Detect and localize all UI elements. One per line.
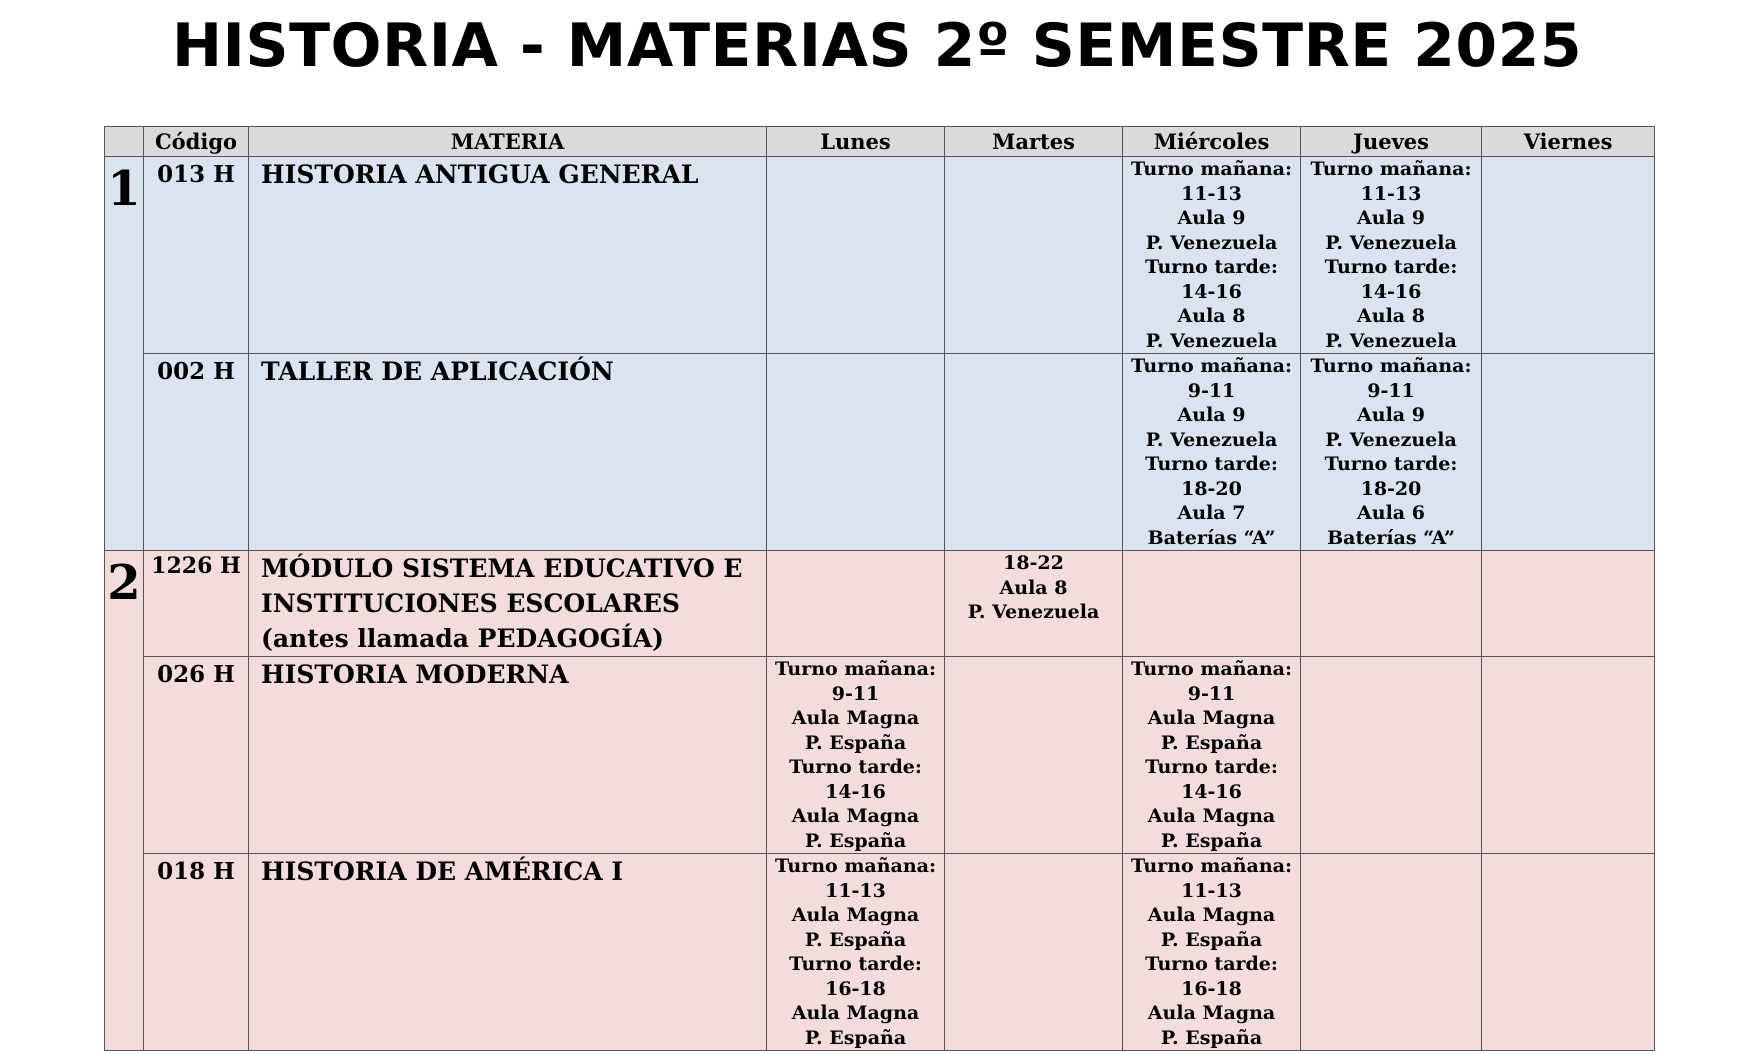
subject-name: MÓDULO SISTEMA EDUCATIVO E INSTITUCIONES ESCOLARES (antes llamada PEDAGOGÍA) (249, 551, 767, 657)
schedule-cell-monday: Turno mañana: 9-11 Aula Magna P. España Turno tarde: 14-16 Aula Magna P. España (767, 657, 945, 854)
schedule-cell-thursday: Turno mañana: 11-13 Aula 9 P. Venezuela Turno tarde: 14-16 Aula 8 P. Venezuela (1301, 157, 1482, 354)
subject-name: HISTORIA ANTIGUA GENERAL (249, 157, 767, 354)
schedule-cell-thursday (1301, 551, 1482, 657)
table-row (105, 354, 1655, 551)
header-subject: MATERIA (249, 127, 767, 157)
header-day-tuesday: Martes (945, 127, 1123, 157)
year-label: 1 (105, 157, 144, 551)
subject-code: 1226 H (144, 551, 249, 657)
subject-code: 018 H (144, 854, 249, 1051)
header-day-thursday: Jueves (1301, 127, 1482, 157)
subject-code: 002 H (144, 354, 249, 551)
schedule-cell-tuesday (945, 157, 1123, 354)
schedule-table (104, 126, 1655, 1051)
schedule-cell-thursday (1301, 657, 1482, 854)
schedule-cell-friday (1482, 354, 1655, 551)
page-title: HISTORIA - MATERIAS 2º SEMESTRE 2025 (171, 11, 1583, 81)
schedule-cell-friday (1482, 854, 1655, 1051)
schedule-cell-monday (767, 157, 945, 354)
header-year (105, 127, 144, 157)
year-label: 2 (105, 551, 144, 1051)
header-day-wednesday: Miércoles (1123, 127, 1301, 157)
schedule-cell-wednesday (1123, 551, 1301, 657)
schedule-cell-friday (1482, 657, 1655, 854)
schedule-cell-wednesday: Turno mañana: 11-13 Aula 9 P. Venezuela Turno tarde: 14-16 Aula 8 P. Venezuela (1123, 157, 1301, 354)
schedule-cell-friday (1482, 551, 1655, 657)
subject-name: HISTORIA MODERNA (249, 657, 767, 854)
schedule-cell-thursday: Turno mañana: 9-11 Aula 9 P. Venezuela Turno tarde: 18-20 Aula 6 Baterías “A” (1301, 354, 1482, 551)
subject-code: 026 H (144, 657, 249, 854)
schedule-cell-thursday (1301, 854, 1482, 1051)
table-row (105, 551, 1655, 657)
schedule-cell-friday (1482, 157, 1655, 354)
header-row (105, 127, 1655, 157)
subject-name: HISTORIA DE AMÉRICA I (249, 854, 767, 1051)
header-day-friday: Viernes (1482, 127, 1655, 157)
header-code: Código (144, 127, 249, 157)
schedule-cell-wednesday: Turno mañana: 9-11 Aula Magna P. España Turno tarde: 14-16 Aula Magna P. España (1123, 657, 1301, 854)
schedule-cell-tuesday (945, 657, 1123, 854)
schedule-cell-tuesday (945, 354, 1123, 551)
subject-name: TALLER DE APLICACIÓN (249, 354, 767, 551)
subject-code: 013 H (144, 157, 249, 354)
table-row (105, 657, 1655, 854)
schedule-cell-wednesday: Turno mañana: 11-13 Aula Magna P. España Turno tarde: 16-18 Aula Magna P. España (1123, 854, 1301, 1051)
schedule-cell-monday (767, 551, 945, 657)
header-day-monday: Lunes (767, 127, 945, 157)
table-row (105, 854, 1655, 1051)
table-row (105, 157, 1655, 354)
schedule-cell-monday (767, 354, 945, 551)
schedule-cell-tuesday (945, 854, 1123, 1051)
schedule-cell-wednesday: Turno mañana: 9-11 Aula 9 P. Venezuela Turno tarde: 18-20 Aula 7 Baterías “A” (1123, 354, 1301, 551)
schedule-cell-monday: Turno mañana: 11-13 Aula Magna P. España Turno tarde: 16-18 Aula Magna P. España (767, 854, 945, 1051)
schedule-cell-tuesday: 18-22 Aula 8 P. Venezuela (945, 551, 1123, 657)
